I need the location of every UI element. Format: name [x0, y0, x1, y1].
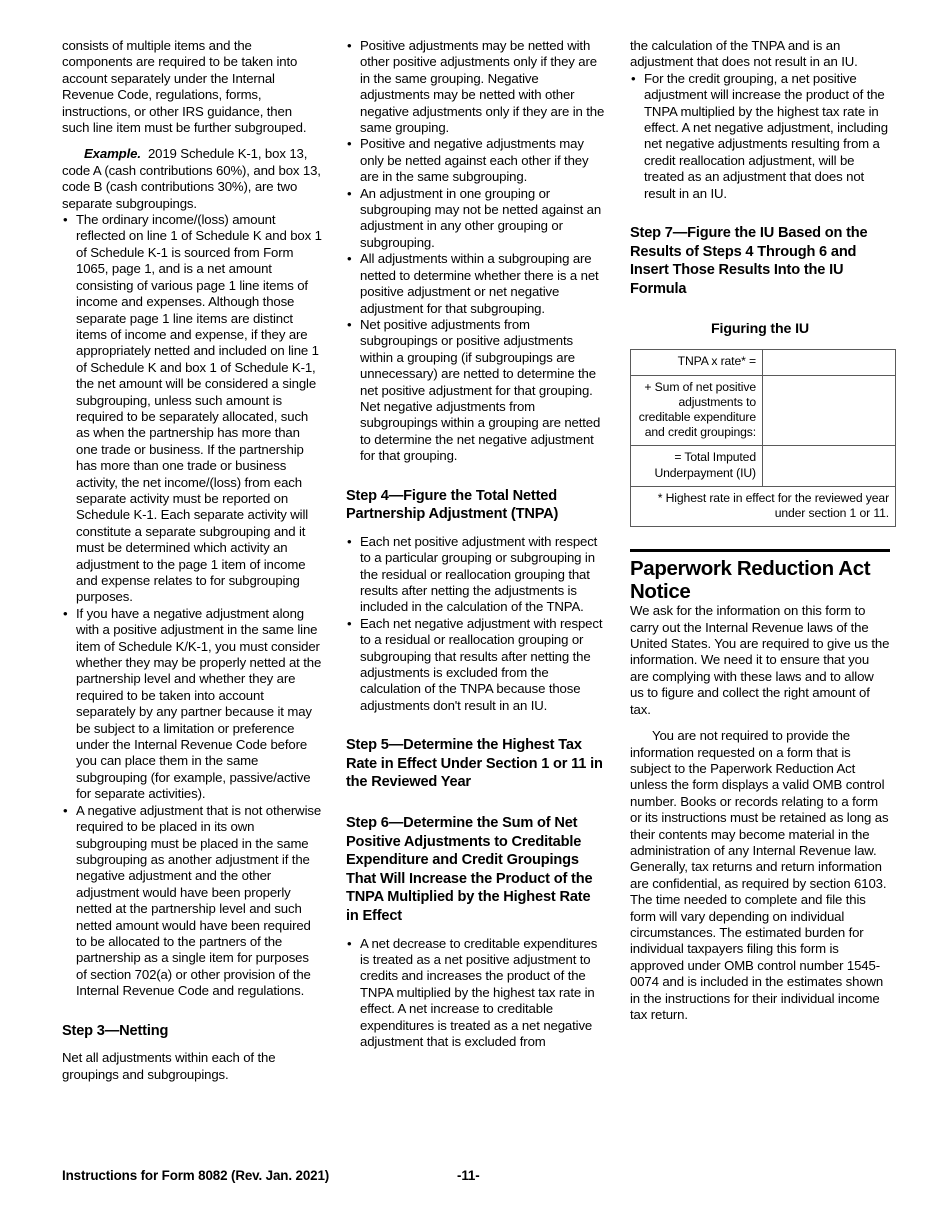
bullet-item: • The ordinary income/(loss) amount reflected on line 1 of Schedule K and box 1 of Schedule K-1 is sourced from Form 1065, page 1, and is a net amount consisting of various page 1 line items of income and expenses. Although those separate page 1 line items are distinct items of income and expense, if they are appropriately netted and included on line 1 of Schedule K and box 1 of Schedule K-1, the net amount will be considered a single subgrouping, unless such amount is required to be separately allocated, such as when the partnership has more than one trade or business. If the partnership has more than one trade or business activity, the net income/(loss) from each separate activity must be reported on Schedule K-1. Each separate activity will constitute a separate subgrouping and it must be determined which activity an adjustment to the page 1 item of income and expense relates to for subgrouping purposes.	[62, 212, 322, 606]
spacer	[630, 527, 890, 549]
row-label: + Sum of net positive adjustments to creditable expenditure and credit groupings:	[631, 375, 763, 446]
step-3-text: Net all adjustments within each of the groupings and subgroupings.	[62, 1050, 276, 1082]
bullet-item: • Positive adjustments may be netted with other positive adjustments only if they are in the same grouping. Negative adjustments may be netted with other negative adjustments only if they are in the same grouping.	[346, 38, 606, 136]
bullet-item: • For the credit grouping, a net positive adjustment will increase the product of the TNPA multiplied by the highest tax rate in effect. A net negative adjustment, including net negative adjustments resulting from a credit reallocation adjustment, will be treated as an adjustment that does not result in an IU.	[630, 71, 890, 202]
bullet-item: • A negative adjustment that is not otherwise required to be placed in its own subgrouping must be placed in the same subgrouping as another adjustment if the negative adjustment and the other adjustment would have been properly netted at the partnership level and such netted amount would have been required to be allocated to the partners of the partnership as a single item for purposes of section 702(a) or other provision of the Internal Revenue Code and regulations.	[62, 803, 322, 1000]
pra-paragraph-1: We ask for the information on this form to carry out the Internal Revenue laws of the United States. You are required to give us the information. We need it to ensure that you are complying with these laws and to allow us to figure and collect the right amount of tax.	[630, 603, 890, 717]
row-value-blank[interactable]	[763, 350, 896, 375]
pra-paragraph-2: You are not required to provide the information requested on a form that is subject to the Paperwork Reduction Act unless the form displays a valid OMB control number. Books or records relating to a form or its instructions must be retained as long as their contents may become material in the administration of any Internal Revenue law. Generally, tax returns and return information are confidential, as required by section 6103. The time needed to complete and file this form will vary depending on individual circumstances. The estimated burden for individual taxpayers filing this form is approved under OMB control number 1545-0074 and is included in the estimates shown in the instructions for their individual income tax return.	[630, 728, 889, 1023]
table-footnote: * Highest rate in effect for the reviewed year under section 1 or 11.	[631, 486, 896, 526]
step-7-heading: Step 7—Figure the IU Based on the Results of Steps 4 Through 6 and Insert Those Results Into the IU Formula	[630, 225, 868, 297]
spacer	[346, 792, 606, 814]
spacer	[346, 714, 606, 736]
table-footnote-row	[631, 486, 896, 526]
spacer	[346, 465, 606, 487]
row-value-blank[interactable]	[763, 446, 896, 486]
step-6-heading: Step 6—Determine the Sum of Net Positive Adjustments to Creditable Expenditure and Credit Groupings That Will Increase the Product of the TNPA Multiplied by the Highest Rate in Effect	[346, 815, 593, 924]
bullet-item: • Positive and negative adjustments may only be netted against each other if they are in the same subgrouping.	[346, 136, 606, 185]
table-body	[631, 350, 896, 527]
step-5-heading: Step 5—Determine the Highest Tax Rate in Effect Under Section 1 or 11 in the Reviewed Year	[346, 737, 603, 791]
spacer	[62, 1040, 322, 1050]
table-row	[631, 375, 896, 446]
spacer	[62, 1000, 322, 1022]
table-row	[631, 350, 896, 375]
spacer	[630, 202, 890, 224]
example-text: 2019 Schedule K-1, box 13, code A (cash contributions 60%), and box 13, code B (cash contributions 30%), are two separate subgroupings.	[62, 146, 321, 211]
row-label: TNPA x rate* =	[631, 350, 763, 375]
column-3	[630, 38, 890, 1083]
example-paragraph	[62, 146, 322, 212]
step-3-heading: Step 3—Netting	[62, 1022, 169, 1039]
bullet-item: • An adjustment in one grouping or subgrouping may not be netted against an adjustment in any other grouping or subgrouping.	[346, 186, 606, 252]
bullet-item: • Each net negative adjustment with respect to a residual or reallocation grouping or subgrouping that results after netting the adjustments is excluded from the calculation of the TNPA because those adjustments don't result in an IU.	[346, 616, 606, 714]
figuring-the-iu-table	[630, 349, 896, 527]
paragraph-continued: consists of multiple items and the components are required to be taken into account separately under the Internal Revenue Code, regulations, forms, instructions, or other IRS guidance, then such line item must be further subgrouped.	[62, 38, 307, 136]
table-row	[631, 446, 896, 486]
spacer	[630, 298, 890, 320]
spacer	[346, 524, 606, 534]
bullet-item: • A net decrease to creditable expenditures is treated as a net positive adjustment to credits and increases the product of the TNPA multiplied by the highest tax rate in effect. A net increase to creditable expenditures is treated as a net negative adjustment that is excluded from	[346, 936, 606, 1051]
section-divider-rule	[630, 549, 890, 552]
column-2	[346, 38, 606, 1083]
table-title: Figuring the IU	[711, 321, 809, 338]
bullet-item: • Net positive adjustments from subgroupings or positive adjustments within a grouping (if subgroupings are unnecessary) are netted to determine the net positive adjustment for that grouping. Net negative adjustments from subgroupings within a grouping are netted to determine the net negative adjustment for that grouping.	[346, 317, 606, 465]
bullet-item: • All adjustments within a subgrouping are netted to determine whether there is a net positive adjustment or net negative adjustment for that subgrouping.	[346, 251, 606, 317]
paragraph-continued: the calculation of the TNPA and is an adjustment that does not result in an IU.	[630, 38, 858, 70]
row-value-blank[interactable]	[763, 375, 896, 446]
bullet-item: • If you have a negative adjustment along with a positive adjustment in the same line item of Schedule K/K-1, you must consider whether they may be properly netted at the partnership level and whether they are required to be taken into account separately by any partner because it may be subject to a limitation or preference under the Internal Revenue Code before you can place them in the same subgrouping (for example, passive/active for separate activities).	[62, 606, 322, 803]
three-column-layout	[62, 38, 890, 1083]
row-label: = Total Imputed Underpayment (IU)	[631, 446, 763, 486]
example-label: Example.	[84, 146, 141, 162]
footer-page-number: -11-	[457, 1168, 480, 1183]
footer-form-title: Instructions for Form 8082 (Rev. Jan. 2021)	[62, 1168, 330, 1183]
example-spacer	[141, 146, 148, 161]
paperwork-reduction-act-heading: Paperwork Reduction Act Notice	[630, 557, 871, 604]
spacer	[346, 926, 606, 936]
column-1	[62, 38, 322, 1083]
bullet-item: • Each net positive adjustment with respect to a particular grouping or subgrouping in the residual or reallocation grouping that results after netting the adjustments is included in the calculation of the TNPA.	[346, 534, 606, 616]
step-4-heading: Step 4—Figure the Total Netted Partnership Adjustment (TNPA)	[346, 487, 559, 523]
